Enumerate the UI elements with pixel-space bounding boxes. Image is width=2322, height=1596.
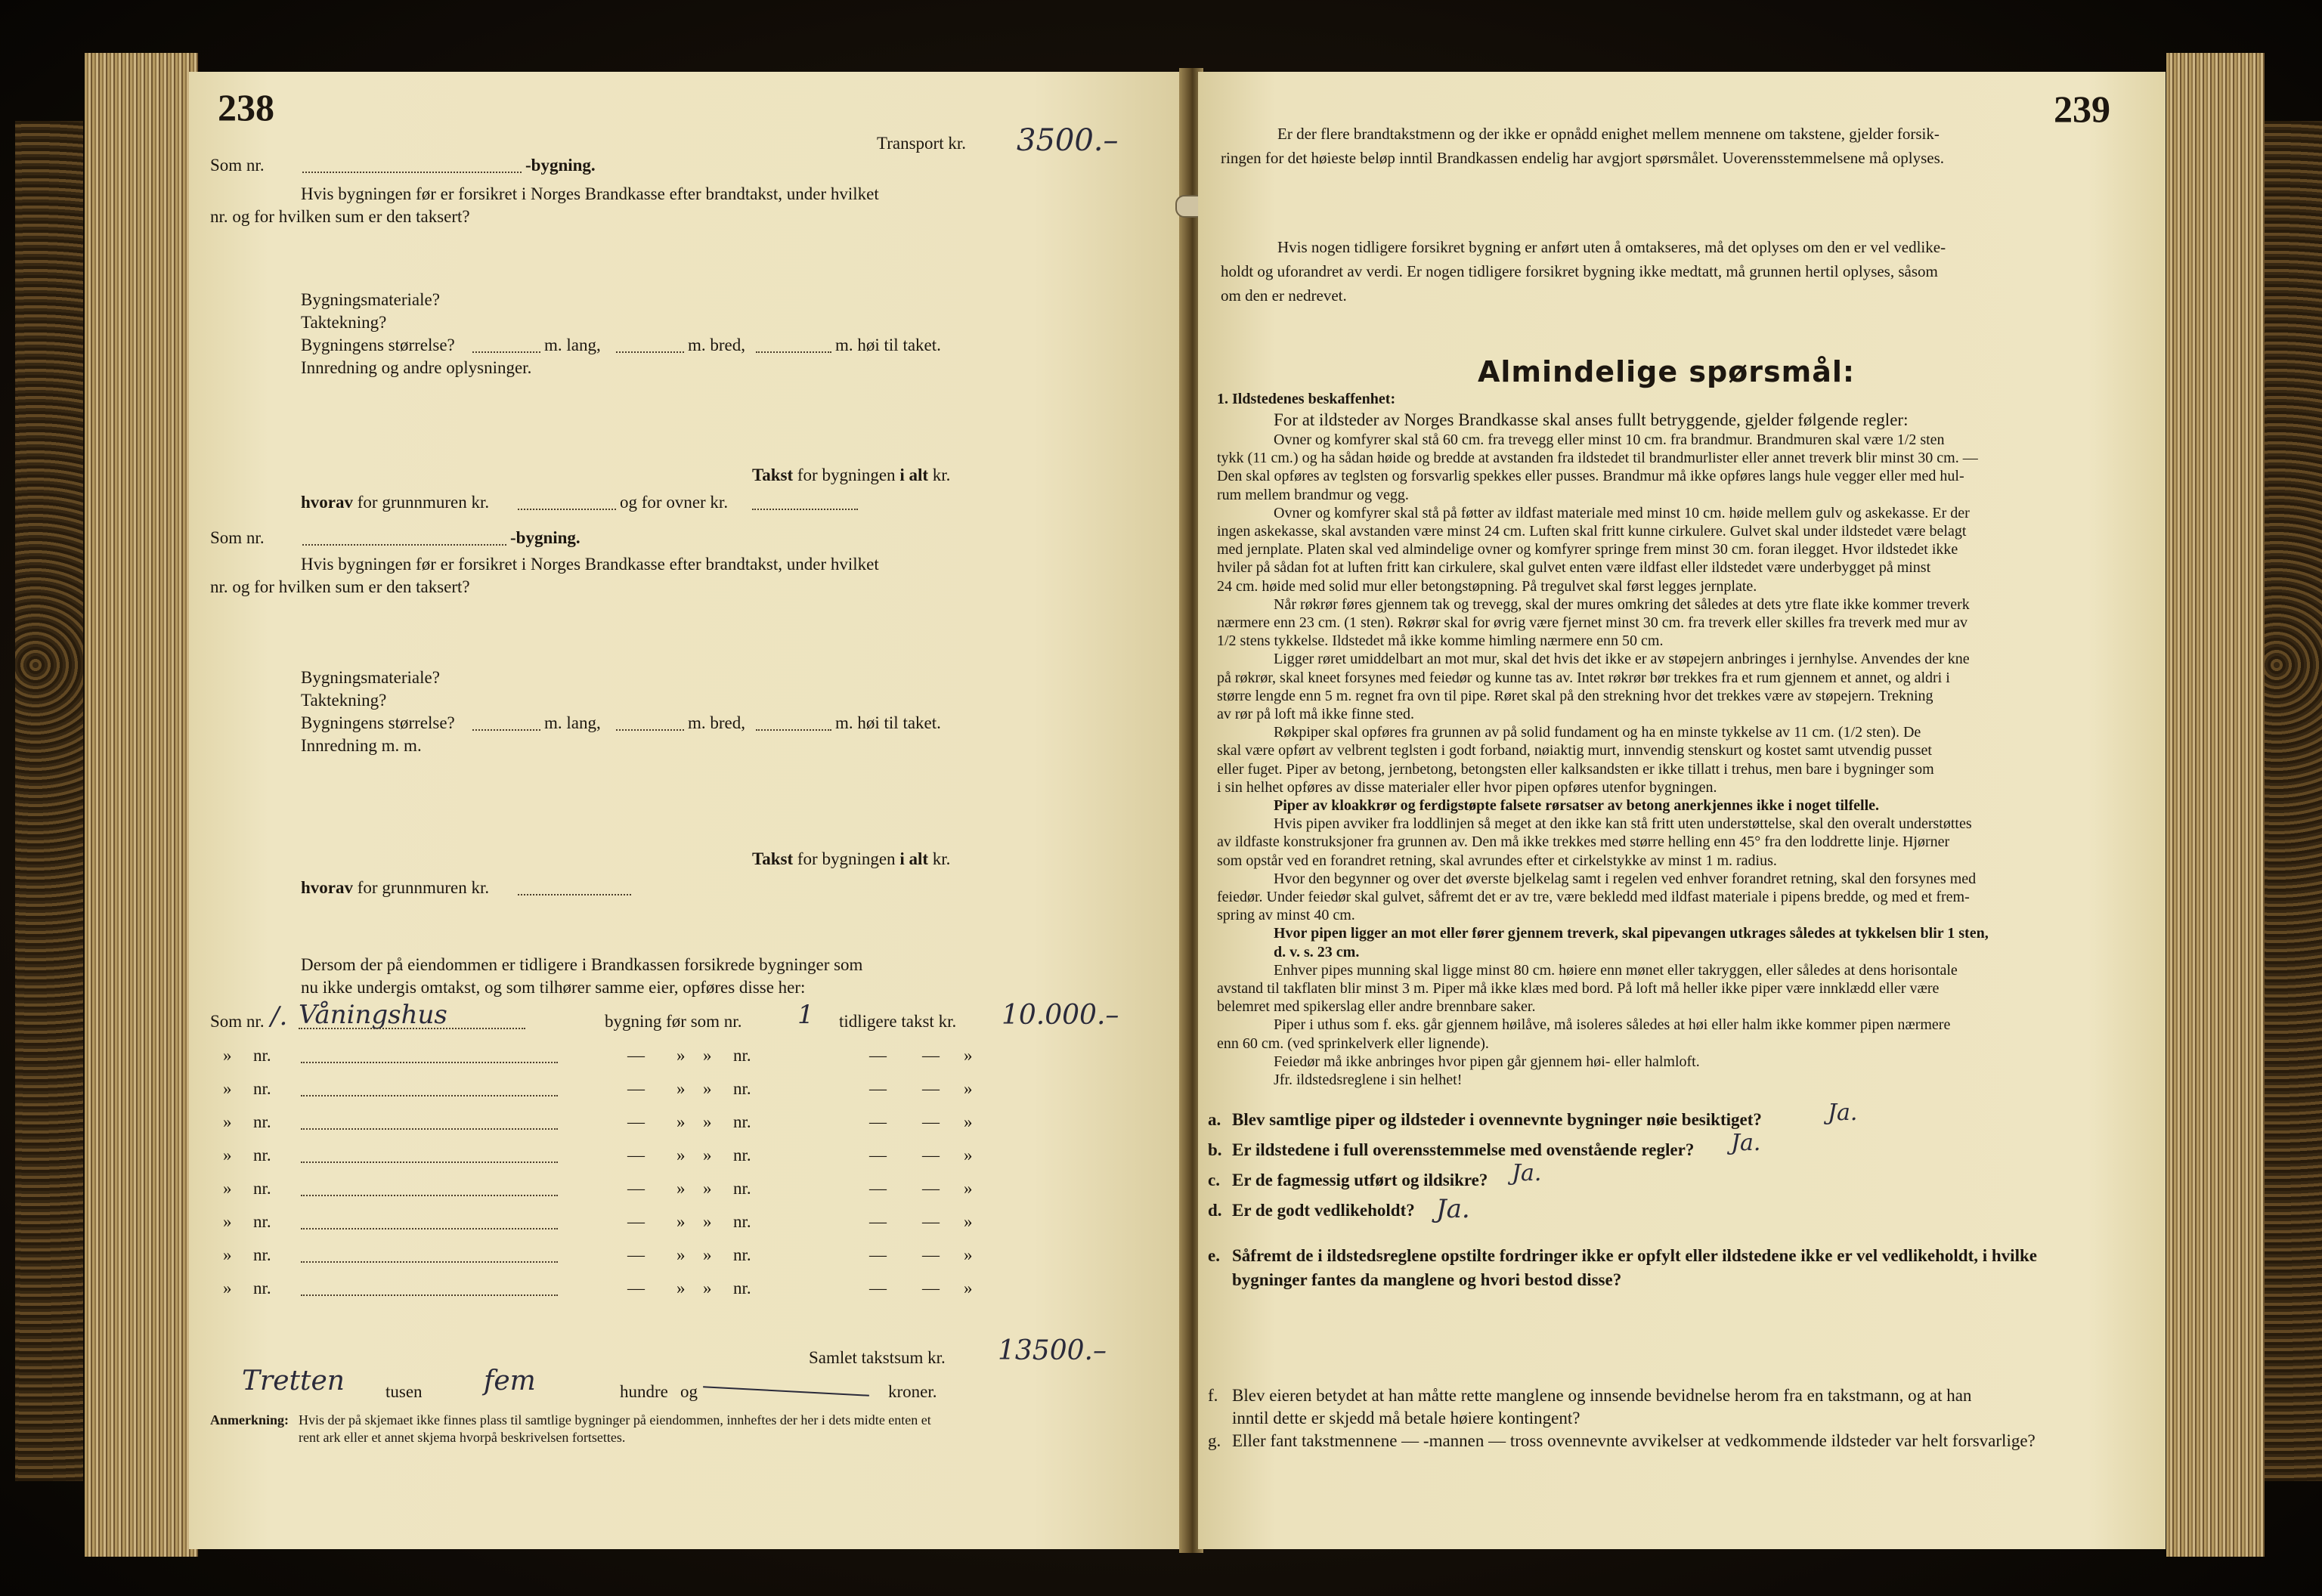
- som-nr-label-2: Som nr.: [210, 528, 265, 547]
- takst-line-2: Takst for bygningen i alt kr.: [752, 849, 951, 868]
- answer-d: Ja.: [1436, 1194, 1470, 1224]
- page-number: 239: [2054, 88, 2110, 130]
- question-g: Eller fant takstmennene — -mannen — tross ovennevnte avvikelser at vedkommende ildsteder var helt forsvarlige?: [1232, 1431, 2036, 1450]
- question-a: Blev samtlige piper og ildsteder i ovennevnte bygninger nøie besiktiget?: [1232, 1110, 1762, 1129]
- transport-value: 3500.–: [1017, 123, 1119, 158]
- rule-line: Piper i uthus som f. eks. går gjennem høilåve, må isoleres således at høi eller halm ikke kommer pipen nærmere: [1274, 1016, 1951, 1034]
- question-e-line-1: Såfremt de i ildstedsreglene opstilte fordringer ikke er opfylt eller ildstedene ikke er vel vedlikeholdt, i hvilke: [1232, 1246, 2037, 1265]
- question-b-label: b.: [1208, 1140, 1222, 1159]
- rule-line: Feiedør må ikke anbringes hvor pipen går gjennem høi- eller halmloft.: [1274, 1053, 1700, 1070]
- hvis-line-1: Hvis nogen tidligere forsikret bygning er anført uten å omtakseres, må det oplyses om den er vel vedlike-: [1277, 238, 1946, 256]
- rule-line: Hvis pipen avviker fra loddlinjen så meget at den ikke kan stå fritt uten understøttelse, skal den overalt understøttes: [1274, 815, 1972, 833]
- note-line-1: Hvis der på skjemaet ikke finnes plass til samtlige bygninger på eiendommen, innheftes der her i dets midte enten et: [299, 1412, 931, 1427]
- answer-b: Ja.: [1731, 1130, 1761, 1156]
- question-c: Er de fagmessig utført og ildsikre?: [1232, 1171, 1488, 1189]
- cover-marbling-left: [15, 121, 83, 1481]
- row-1-value: 10.000.–: [1002, 1000, 1119, 1031]
- ovner-label: og for ovner kr.: [620, 493, 729, 512]
- bygning-label-2: -bygning.: [510, 528, 580, 547]
- row-1-previous-label: tidligere takst kr.: [839, 1012, 957, 1031]
- rule-line: Jfr. ildstedsreglene i sin helhet!: [1274, 1072, 1463, 1088]
- rule-line: tykk (11 cm.) og ha sådan høide og bredde at avstanden fra ildstedet til brandmurlister eller annet treverk blir minst 30 cm. —: [1217, 450, 1978, 467]
- roofing-label-2: Taktekning?: [301, 691, 387, 710]
- page-number: 238: [218, 86, 274, 128]
- interior-label: Innredning og andre oplysninger.: [301, 358, 532, 377]
- bygning-label: -bygning.: [525, 156, 596, 175]
- question-f-line-2: inntil dette er skjedd må betale høiere kontingent?: [1232, 1409, 1581, 1427]
- rule-line: Røkpiper skal opføres fra grunnen av på solid fundament og ha en minste tykkelse av 11 cm. (1/2 sten). De: [1274, 724, 1921, 741]
- question-e-line-2: bygninger fantes da manglene og hvori bestod disse?: [1232, 1270, 1622, 1289]
- question-e-label: e.: [1208, 1246, 1220, 1265]
- rule-line: nærmere enn 23 cm. (1 sten). Røkrør skal for øvrig være fjernet minst 30 cm. fra treverk eller skilles fra treverk med mur av: [1217, 614, 1968, 631]
- size-label: Bygningens størrelse?: [301, 336, 455, 354]
- rule-line: med jernplate. Platen skal ved almindelige ovner og komfyrer springe frem minst 30 cm. foran ilegget. Hvor ildstedet ikke: [1217, 541, 1958, 558]
- row-1-name: Våningshus: [299, 1000, 447, 1030]
- question-d-label: d.: [1208, 1201, 1222, 1220]
- row-1-nr: /.: [271, 1001, 288, 1032]
- rule-line: feiedør. Under feiedør skal gulvet, såfremt det er av tre, være bekledd med ildfast materiale i pipens bredde, og med et frem-: [1217, 889, 1970, 905]
- takst-line-1: Takst for bygningen i alt kr.: [752, 466, 951, 484]
- hvis-line-2: holdt og uforandret av verdi. Er nogen tidligere forsikret bygning ikke medtatt, må grunnen hertil oplyses, såsom: [1221, 262, 1938, 280]
- rule-line: 24 cm. høide med solid mur eller betongstøpning. På tregulvet skal først legges jernplate.: [1217, 577, 1757, 595]
- length-label: m. lang,: [544, 336, 601, 354]
- material-label-2: Bygningsmateriale?: [301, 668, 440, 687]
- rule-line: større lengde enn 5 m. regnet fra ovn til pipe. Røret skal på den strekning hvor det trekkes være av støpejern. Trekning: [1217, 687, 1933, 704]
- hvorav-line-1: hvorav for grunnmuren kr.: [301, 493, 490, 512]
- question-c-label: c.: [1208, 1171, 1220, 1189]
- question-f-label: f.: [1208, 1386, 1218, 1405]
- left-page: 238 Transport kr. 3500.– Som nr. -bygning. Hvis bygningen før er forsikret i Norges Brandkasse efter brandtakst, under hvilket nr. og for hvilken sum er den taksert? Bygningsmateriale? Taktekning? Bygningens størrelse? m. lang, m. bred, m. høi til taket. Innredning og andre oplysninger. Takst for bygningen i alt kr. hvorav for grunnmuren kr. og for ovner kr. Som nr. -bygning. Hvis bygningen før er forsikret i Norges Brandkasse efter brandtakst, under hvilket nr. og for hvilken sum er den taksert? Bygningsmateriale? Taktekning? Bygningens størrelse? m. lang, m. bred, m. høi til taket. Innredning m. m. Takst for bygningen i alt kr. hvorav for grunnmuren kr. Dersom der på eiendommen er tidligere i Brandkassen forsikrede bygninger som nu ikke undergis omtakst, og som tilhører samme eier, opføres disse her: Som nr. /. Våningshus bygning før som nr. 1 tidligere takst kr. 10.000.– » nr. — » » nr. — — » » nr. — » » nr. — — » » nr. — » » nr. — — » » nr. — » » nr. — — » » nr. — » » nr. — — » » nr. — » » nr. — — » » nr. — » » nr. — — » » nr. — » » nr. — — » Samlet takstsum kr. 13500.– Tretten tusen fem hundre og kroner. Anmerkning: Hvis der på skjemaet ikke finnes plass til samtlige bygninger på eiendommen, innheftes der her i dets midte enten et rent ark eller et annet skjema hvorpå beskrivelsen fortsettes.: [189, 72, 1183, 1549]
- som-nr-label: Som nr.: [210, 156, 265, 175]
- page-edges-right: [2166, 53, 2265, 1557]
- og-label: og: [680, 1382, 698, 1401]
- question-g-label: g.: [1208, 1431, 1221, 1450]
- insured-question-2: nr. og for hvilken sum er den taksert?: [210, 207, 470, 226]
- kroner-label: kroner.: [888, 1382, 937, 1401]
- row-1-prev-nr: 1: [797, 1000, 814, 1030]
- rule-line: Ovner og komfyrer skal stå 60 cm. fra trevegg eller minst 10 cm. fra brandmur. Brandmuren skal være 1/2 sten: [1274, 431, 1945, 448]
- size-label-2: Bygningens størrelse?: [301, 713, 455, 732]
- amount-hundreds: fem: [484, 1366, 536, 1396]
- height-label: m. høi til taket.: [835, 336, 941, 354]
- hundre-label: hundre: [620, 1382, 668, 1401]
- amount-thousands: Tretten: [242, 1366, 345, 1396]
- rule-line: Ligger røret umiddelbart an mot mur, skal det hvis det ikke er av støpejern anbringes i jernhylse. Anvendes der kne: [1274, 651, 1970, 668]
- row-1-label: Som nr.: [210, 1012, 265, 1031]
- question-d: Er de godt vedlikeholdt?: [1232, 1201, 1415, 1220]
- note-label: Anmerkning:: [210, 1412, 289, 1427]
- rule-line: Hvor pipen ligger an mot eller fører gjennem treverk, skal pipevangen utkrages således at tykkelsen blir 1 sten,: [1274, 925, 1989, 942]
- tusen-label: tusen: [385, 1382, 423, 1401]
- rule-line: spring av minst 40 cm.: [1217, 907, 1355, 924]
- length-label-2: m. lang,: [544, 713, 601, 732]
- rule-line: Ovner og komfyrer skal stå på føtter av ildfast materiale med minst 10 cm. høide mellem gulv og askekasse. Er der: [1274, 504, 1970, 521]
- interior-label-2: Innredning m. m.: [301, 736, 422, 755]
- question-a-label: a.: [1208, 1110, 1221, 1129]
- question-f-line-1: Blev eieren betydet at han måtte rette manglene og innsende bevidnelse herom fra en takstmann, og at han: [1232, 1386, 1972, 1405]
- width-label-2: m. bred,: [688, 713, 746, 732]
- fire-rules-text: For at ildsteder av Norges Brandkasse skal anses fullt betryggende, gjelder følgende regler:: [1274, 410, 1909, 429]
- cover-marbling-right: [2256, 121, 2322, 1481]
- rule-line: enn 60 cm. (ved sprinkelverk eller lignende).: [1217, 1035, 1489, 1052]
- rule-line: 1/2 stens tykkelse. Ildstedet må ikke komme himling nærmere enn 50 cm.: [1217, 633, 1664, 650]
- rule-line: på røkrør, skal kneet forsynes med feiedør og kunne tas av. Intet røkrør bør trekkes fra et rum gjennem et annet, og aldri i: [1217, 669, 1950, 686]
- intro-line-1: Er der flere brandtakstmenn og der ikke er opnådd enighet mellem mennene om takstene, gjelder forsik-: [1277, 125, 1940, 143]
- rule-line: eller fuget. Piper av betong, jernbetong, betongsten eller kalksandsten er ikke tillatt i trehus, men bare i bygninger som: [1217, 760, 1934, 778]
- dersom-line-1: Dersom der på eiendommen er tidligere i Brandkassen forsikrede bygninger som: [301, 955, 863, 974]
- rule-line: Enhver pipes munning skal ligge minst 80 cm. høiere enn mønet eller takryggen, eller således at dens horisontale: [1274, 961, 1958, 979]
- rule-line: avstand til takflaten blir minst 3 m. Piper må ikke klæs med bord. På loft må heller ikke piper være innklædd eller være: [1217, 980, 1940, 997]
- transport-label: Transport kr.: [877, 134, 966, 153]
- height-label-2: m. høi til taket.: [835, 713, 941, 732]
- rule-line: rum mellem brandmur og vegg.: [1217, 486, 1409, 503]
- rule-line: av rør på loft må ikke finne sted.: [1217, 706, 1415, 722]
- rule-line: som opstår ved en forandret retning, skal avrundes efter et cirkelstykke av minst 1 m. radius.: [1217, 852, 1777, 869]
- question-b: Er ildstedene i full overensstemmelse med ovenstående regler?: [1232, 1140, 1695, 1159]
- roofing-label: Taktekning?: [301, 313, 387, 332]
- answer-a: Ja.: [1828, 1100, 1858, 1126]
- section-1-label: 1. Ildstedenes beskaffenhet:: [1217, 391, 1396, 407]
- intro-line-2: ringen for det høieste beløp inntil Brandkassen endelig har avgjort spørsmålet. Uoverensstemmelsene må oplyses.: [1221, 149, 1945, 167]
- note-line-2: rent ark eller et annet skjema hvorpå beskrivelsen fortsettes.: [299, 1430, 626, 1445]
- row-1-building-label: bygning før som nr.: [605, 1012, 742, 1031]
- rule-line: av ildfaste konstruksjoner fra grunnen av. Den må ikke trekkes med større helling enn 45° fra den loddrette linje. Hjørner: [1217, 834, 1950, 851]
- rule-line: Når røkrør føres gjennem tak og trevegg, skal der mures omkring det således at dets ytre flate ikke kommer treverk: [1274, 595, 1970, 613]
- hvis-line-3: om den er nedrevet.: [1221, 286, 1347, 305]
- rule-line: d. v. s. 23 cm.: [1274, 943, 1360, 960]
- section-heading: Almindelige spørsmål:: [1478, 355, 1856, 388]
- rule-line: hviler på sådan fot at luften fritt kan cirkulere, skal gulvet enten være ildfast eller ildstedet være underbygget på minst: [1217, 559, 1931, 577]
- hvorav-line-2: hvorav for grunnmuren kr.: [301, 878, 490, 897]
- rule-line: Den skal opføres av teglsten og forsvarlig spekkes eller pusses. Brandmur må ikke opføres langs hule vegger eller med hul-: [1217, 468, 1964, 485]
- rule-line: Piper av kloakkrør og ferdigstøpte falsete rørsatser av betong anerkjennes ikke i noget tilfelle.: [1274, 797, 1880, 814]
- rule-line: Hvor den begynner og over det øverste bjelkelag samt i regelen ved enhver forandret retning, skal den forsynes med: [1274, 870, 1977, 887]
- total-label: Samlet takstsum kr.: [809, 1348, 946, 1367]
- width-label: m. bred,: [688, 336, 746, 354]
- answer-c: Ja.: [1512, 1160, 1542, 1186]
- rule-line: i sin helhet opføres av disse materialer eller hvor pipen opføres utenfor bygningen.: [1217, 778, 1717, 796]
- insured-question-1b: Hvis bygningen før er forsikret i Norges Brandkasse efter brandtakst, under hvilket: [301, 555, 879, 574]
- insured-question-2b: nr. og for hvilken sum er den taksert?: [210, 577, 470, 596]
- material-label: Bygningsmateriale?: [301, 290, 440, 309]
- page-edges-left: [85, 53, 198, 1557]
- dersom-line-2: nu ikke undergis omtakst, og som tilhører samme eier, opføres disse her:: [301, 978, 806, 997]
- rule-line: ingen askekasse, skal avstanden være minst 24 cm. Luften skal fritt kunne cirkulere. Gulvet skal under ildstedet være belagt: [1217, 523, 1967, 540]
- rule-line: belemret med spikerslag eller andre brennbare saker.: [1217, 998, 1536, 1016]
- rule-line: skal være opført av velbrent teglsten i godt forband, nøiaktig murt, innvendig stenskurt og kostet samt utvendig pusset: [1217, 742, 1932, 759]
- insured-question-1: Hvis bygningen før er forsikret i Norges Brandkasse efter brandtakst, under hvilket: [301, 184, 879, 203]
- total-value: 13500.–: [998, 1335, 1107, 1366]
